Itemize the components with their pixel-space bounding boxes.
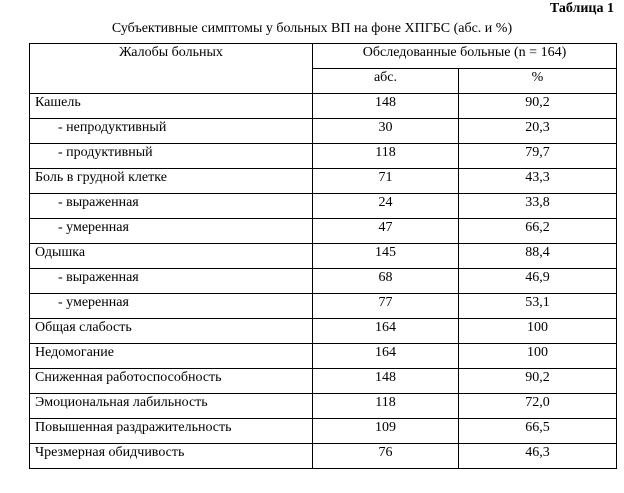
row-label: - выраженная <box>30 269 313 294</box>
row-abs: 24 <box>313 194 459 219</box>
row-abs: 148 <box>313 94 459 119</box>
table-row <box>30 144 617 169</box>
row-label: Чрезмерная обидчивость <box>30 444 313 469</box>
row-abs: 148 <box>313 369 459 394</box>
header-percent: % <box>459 69 617 94</box>
row-abs: 47 <box>313 219 459 244</box>
row-percent: 66,2 <box>459 219 617 244</box>
row-abs: 68 <box>313 269 459 294</box>
header-examined: Обследованные больные (n = 164) <box>313 44 617 69</box>
row-percent: 100 <box>459 344 617 369</box>
row-label: - умеренная <box>30 219 313 244</box>
table-row <box>30 369 617 394</box>
symptoms-table <box>29 43 617 469</box>
row-abs: 118 <box>313 144 459 169</box>
row-percent: 66,5 <box>459 419 617 444</box>
row-abs: 77 <box>313 294 459 319</box>
table-row <box>30 119 617 144</box>
table-row <box>30 319 617 344</box>
table-caption: Субъективные симптомы у больных ВП на фоне ХПГБС (абс. и %) <box>111 21 513 36</box>
row-percent: 72,0 <box>459 394 617 419</box>
row-label: Недомогание <box>30 344 313 369</box>
table-row <box>30 169 617 194</box>
row-label: Кашель <box>30 94 313 119</box>
row-percent: 90,2 <box>459 369 617 394</box>
table-number: Таблица 1 <box>549 1 614 16</box>
row-percent: 46,9 <box>459 269 617 294</box>
row-abs: 71 <box>313 169 459 194</box>
row-abs: 164 <box>313 319 459 344</box>
table-row <box>30 394 617 419</box>
row-abs: 164 <box>313 344 459 369</box>
row-percent: 88,4 <box>459 244 617 269</box>
row-abs: 30 <box>313 119 459 144</box>
row-percent: 20,3 <box>459 119 617 144</box>
table-row <box>30 294 617 319</box>
row-label: - выраженная <box>30 194 313 219</box>
row-label: Боль в грудной клетке <box>30 169 313 194</box>
row-abs: 76 <box>313 444 459 469</box>
table-row <box>30 244 617 269</box>
row-label: - продуктивный <box>30 144 313 169</box>
header-abs: абс. <box>313 69 459 94</box>
row-percent: 79,7 <box>459 144 617 169</box>
row-label: Сниженная работоспособность <box>30 369 313 394</box>
row-percent: 33,8 <box>459 194 617 219</box>
row-label: Общая слабость <box>30 319 313 344</box>
table-row <box>30 194 617 219</box>
row-percent: 43,3 <box>459 169 617 194</box>
table-row <box>30 344 617 369</box>
table-row <box>30 219 617 244</box>
row-percent: 46,3 <box>459 444 617 469</box>
row-label: Эмоциональная лабильность <box>30 394 313 419</box>
row-label: Одышка <box>30 244 313 269</box>
table-row <box>30 419 617 444</box>
row-abs: 109 <box>313 419 459 444</box>
table-row <box>30 444 617 469</box>
row-percent: 90,2 <box>459 94 617 119</box>
table-row <box>30 94 617 119</box>
row-abs: 145 <box>313 244 459 269</box>
row-label: Повышенная раздражительность <box>30 419 313 444</box>
header-complaints: Жалобы больных <box>30 44 313 94</box>
row-percent: 53,1 <box>459 294 617 319</box>
row-percent: 100 <box>459 319 617 344</box>
row-label: - непродуктивный <box>30 119 313 144</box>
row-label: - умеренная <box>30 294 313 319</box>
row-abs: 118 <box>313 394 459 419</box>
table-row <box>30 269 617 294</box>
